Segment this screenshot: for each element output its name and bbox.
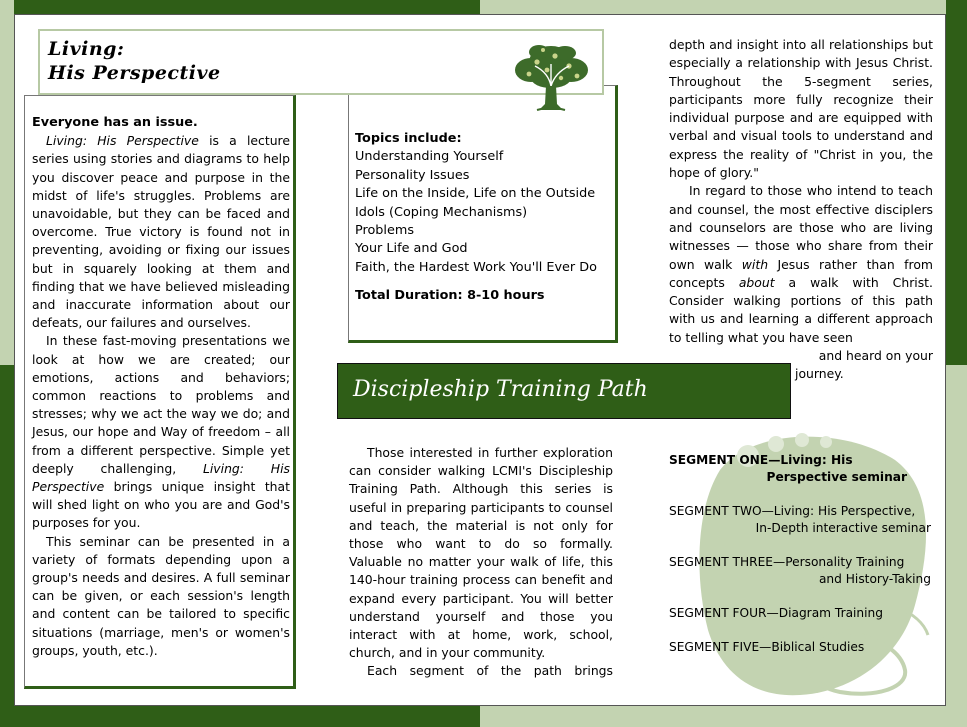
band-left-upper: [0, 0, 14, 365]
intro-heading: Everyone has an issue.: [32, 115, 198, 130]
topic-item: Your Life and God: [355, 241, 468, 257]
band-right-lower: [946, 365, 967, 727]
band-bottom-left: [0, 706, 480, 727]
intro-paragraph-2: [32, 332, 290, 532]
segment-line-2: In-Depth interactive seminar: [755, 521, 931, 535]
right-paragraph-2: [669, 182, 933, 347]
path-intro-text: [349, 444, 613, 681]
intro-title-italic: Living: His Perspective: [46, 133, 199, 149]
intro-paragraph-3: This seminar can be presented in a variety of formats depending upon a group's needs and desires. A full seminar can be given, or each session's length and content can be tailored to specific situations (marriage, men's or women's groups, youth, etc.).: [32, 533, 290, 658]
topic-item: Idols (Coping Mechanisms): [355, 204, 528, 220]
topic-item: Personality Issues: [355, 167, 470, 183]
intro-p2-italic: Living: His Perspective: [32, 460, 290, 495]
segment-line-1: SEGMENT ONE—Living: His: [669, 453, 853, 467]
intro-p2-end: brings unique insight that will shed light on who you are and God's purposes for you.: [32, 479, 290, 531]
band-bottom-right: [480, 706, 967, 727]
title-line-2: His Perspective: [48, 62, 221, 84]
right-p2-about: about: [738, 274, 775, 290]
right-p2-c: a walk with Christ. Consider walking portions of this path with us and learning a different approach to telling what you have seen: [669, 274, 933, 345]
intro-p2-start: In these fast-moving presentations we look at how we are created; our emotions, actions and behaviors; common reactions to problems and stresses; why we act the way we do; and Jesus, our hope and Way of freedom – all from a different perspective. Simple yet deeply challenging,: [32, 333, 290, 476]
segment-line-1: SEGMENT FOUR—Diagram Training: [669, 606, 883, 620]
path-intro-paragraph-1: Those interested in further exploration can consider walking LCMI's Discipleship Training Path. Although this series is useful in preparing participants to counsel and teach, the material is not only for those who want to do so formally. Valuable no matter your walk of life, this 140-hour training process can benefit and expand every participant. You will better understand yourself and those you interact with at home, work, school, church, and in your community.: [349, 445, 613, 661]
segment-line-2: Perspective seminar: [766, 470, 907, 484]
intro-paragraph-1: [32, 132, 290, 332]
segment-one: [669, 452, 933, 486]
segment-line-2: and History-Taking: [818, 572, 931, 586]
right-paragraph-2-wrap: [669, 347, 933, 365]
right-column-text: [669, 36, 933, 384]
right-p2-e: journey.: [795, 366, 844, 382]
path-intro-paragraph-2: Each segment of the path brings: [367, 663, 613, 679]
total-duration: Total Duration: 8-10 hours: [355, 288, 545, 304]
band-top-left: [0, 0, 480, 14]
segments-list: [669, 452, 933, 673]
title-line-1: Living:: [48, 38, 125, 60]
segment-four: [669, 605, 933, 622]
intro-panel: [24, 95, 296, 689]
right-p2-b: Jesus rather than from concepts: [669, 256, 933, 290]
right-paragraph-1: depth and insight into all relationships but especially a relationship with Jesus Christ. Throughout the 5-segment series, participants more fully recognize their individual purpose and are equipped with verbal and visual tools to understand and express the reality of "Christ in you, the hope of glory.": [669, 37, 933, 181]
topic-item: Understanding Yourself: [355, 149, 504, 165]
topics-heading: Topics include:: [355, 131, 462, 146]
segment-five: [669, 639, 933, 656]
tree-icon: [507, 40, 595, 120]
topic-item: Problems: [355, 223, 414, 239]
intro-text: [32, 114, 290, 660]
segment-three: [669, 554, 933, 588]
topics-panel: [348, 85, 618, 343]
banner-title: Discipleship Training Path: [353, 377, 648, 402]
right-p2-d: and heard on your: [818, 348, 933, 364]
page-title: [48, 37, 221, 85]
segment-two: [669, 503, 933, 537]
segment-line-1: SEGMENT THREE—Personality Training: [669, 555, 905, 569]
segment-line-1: SEGMENT TWO—Living: His Perspective,: [669, 504, 916, 518]
right-p2-a: In regard to those who intend to teach and counsel, the most effective disciplers and counselors are those who are living witnesses — those who share from their own walk: [669, 183, 933, 272]
right-p2-with: with: [741, 256, 769, 272]
topic-item: Life on the Inside, Life on the Outside: [355, 186, 596, 202]
band-left-lower: [0, 365, 14, 727]
topics-list: [355, 130, 612, 306]
right-paragraph-2-end: [669, 365, 933, 383]
topic-item: Faith, the Hardest Work You'll Ever Do: [355, 259, 597, 275]
intro-p1-text: is a lecture series using stories and diagrams to help you discover peace and purpose in the midst of life's struggles. Problems are unavoidable, but they can be faced and overcome. True victory is found not in preventing, avoiding or fixing our issues but in squarely looking at them and finding that we have believed misleading and inaccurate information about our defeats, our failures and ourselves.: [32, 133, 291, 331]
segment-line-1: SEGMENT FIVE—Biblical Studies: [669, 640, 865, 654]
band-top-right: [480, 0, 967, 14]
band-right-upper: [946, 0, 967, 365]
